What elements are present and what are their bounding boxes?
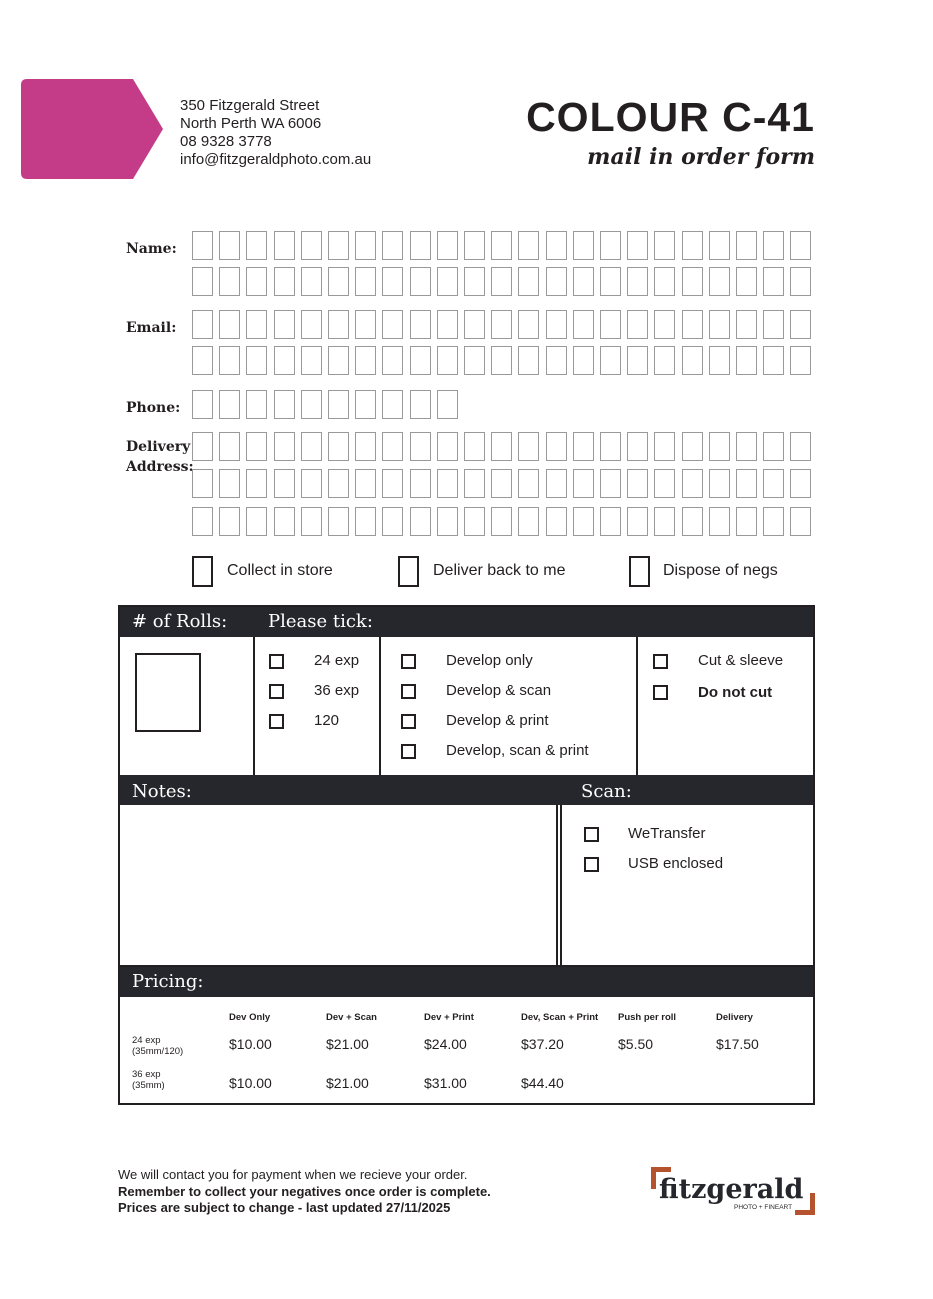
char-box[interactable]	[328, 267, 349, 296]
pricing-header: Pricing:	[132, 971, 204, 992]
char-box[interactable]	[192, 469, 213, 498]
char-box[interactable]	[736, 507, 757, 536]
dispose-negs-checkbox[interactable]	[629, 556, 650, 587]
char-box[interactable]	[274, 310, 295, 339]
develop-scan-print-checkbox[interactable]	[401, 744, 416, 759]
char-box[interactable]	[246, 346, 267, 375]
char-box[interactable]	[410, 346, 431, 375]
char-box[interactable]	[709, 432, 730, 461]
collect-in-store-label: Collect in store	[227, 562, 333, 579]
pricing-row-label	[132, 1035, 183, 1057]
char-box[interactable]	[682, 231, 703, 260]
char-box[interactable]	[790, 231, 811, 260]
char-box[interactable]	[518, 231, 539, 260]
char-box[interactable]	[573, 231, 594, 260]
char-box[interactable]	[654, 432, 675, 461]
char-box[interactable]	[654, 231, 675, 260]
develop-only-checkbox[interactable]	[401, 654, 416, 669]
pricing-row-label-line1: 24 exp	[132, 1035, 161, 1046]
char-box[interactable]	[437, 507, 458, 536]
char-box[interactable]	[382, 469, 403, 498]
divider	[560, 805, 562, 965]
develop-print-checkbox[interactable]	[401, 714, 416, 729]
char-box[interactable]	[790, 346, 811, 375]
char-box[interactable]	[600, 469, 621, 498]
char-box[interactable]	[518, 507, 539, 536]
tick-header: Please tick:	[268, 611, 373, 632]
char-box[interactable]	[736, 310, 757, 339]
char-box[interactable]	[763, 346, 784, 375]
pricing-row-label-line2: (35mm/120)	[132, 1046, 184, 1057]
pricing-col-header: Delivery	[716, 1012, 753, 1023]
char-box[interactable]	[491, 432, 512, 461]
char-box[interactable]	[709, 267, 730, 296]
address-block	[180, 97, 371, 169]
char-box[interactable]	[246, 231, 267, 260]
char-box[interactable]	[682, 432, 703, 461]
char-box[interactable]	[464, 231, 485, 260]
dispose-negs-label: Dispose of negs	[663, 562, 778, 579]
char-box[interactable]	[274, 469, 295, 498]
char-box[interactable]	[763, 469, 784, 498]
price-cell: $10.00	[229, 1075, 272, 1091]
char-box[interactable]	[682, 507, 703, 536]
char-box[interactable]	[491, 310, 512, 339]
char-box[interactable]	[382, 231, 403, 260]
char-box[interactable]	[410, 507, 431, 536]
char-box[interactable]	[219, 310, 240, 339]
phone-label: Phone:	[126, 400, 181, 416]
usb-enclosed-label: USB enclosed	[628, 855, 724, 872]
price-cell: $31.00	[424, 1075, 467, 1091]
format-120-label: 120	[314, 712, 340, 729]
exp-36-checkbox[interactable]	[269, 684, 284, 699]
char-box[interactable]	[464, 432, 485, 461]
price-cell: $17.50	[716, 1036, 759, 1052]
char-box[interactable]	[355, 390, 376, 419]
address-suburb: North Perth WA 6006	[180, 115, 322, 132]
name-label: Name:	[126, 241, 177, 257]
deliver-back-label: Deliver back to me	[433, 562, 566, 579]
char-box[interactable]	[301, 310, 322, 339]
develop-scan-checkbox[interactable]	[401, 684, 416, 699]
char-box[interactable]	[301, 390, 322, 419]
do-not-cut-checkbox[interactable]	[653, 685, 668, 700]
char-box[interactable]	[219, 469, 240, 498]
char-box[interactable]	[709, 507, 730, 536]
char-box[interactable]	[355, 432, 376, 461]
pricing-col-header: Dev, Scan + Print	[521, 1012, 599, 1023]
divider	[379, 637, 381, 777]
char-box[interactable]	[518, 267, 539, 296]
pricing-col-header: Dev Only	[229, 1012, 271, 1023]
char-box[interactable]	[736, 346, 757, 375]
char-box[interactable]	[382, 390, 403, 419]
char-box[interactable]	[709, 231, 730, 260]
char-box[interactable]	[464, 310, 485, 339]
char-box[interactable]	[382, 310, 403, 339]
char-box[interactable]	[410, 231, 431, 260]
char-box[interactable]	[518, 432, 539, 461]
svg-text:fitzgerald: fitzgerald	[659, 1174, 804, 1205]
char-box[interactable]	[355, 267, 376, 296]
char-box[interactable]	[654, 507, 675, 536]
char-box[interactable]	[546, 310, 567, 339]
char-box[interactable]	[518, 310, 539, 339]
char-box[interactable]	[382, 432, 403, 461]
pricing-panel	[118, 965, 815, 1105]
char-box[interactable]	[192, 432, 213, 461]
page-subtitle: mail in order form	[587, 144, 815, 170]
exp-24-label: 24 exp	[314, 652, 360, 669]
char-box[interactable]	[246, 507, 267, 536]
char-box[interactable]	[192, 310, 213, 339]
char-box[interactable]	[437, 231, 458, 260]
char-box[interactable]	[219, 432, 240, 461]
char-box[interactable]	[654, 469, 675, 498]
char-box[interactable]	[328, 346, 349, 375]
page-title: COLOUR C-41	[526, 94, 815, 140]
divider	[636, 637, 638, 777]
collect-in-store-checkbox[interactable]	[192, 556, 213, 587]
char-box[interactable]	[274, 432, 295, 461]
char-box[interactable]	[600, 346, 621, 375]
char-box[interactable]	[382, 267, 403, 296]
char-box[interactable]	[355, 469, 376, 498]
char-box[interactable]	[709, 469, 730, 498]
char-box[interactable]	[328, 310, 349, 339]
char-box[interactable]	[274, 390, 295, 419]
char-box[interactable]	[573, 310, 594, 339]
char-box[interactable]	[464, 267, 485, 296]
char-box[interactable]	[763, 267, 784, 296]
char-box[interactable]	[491, 231, 512, 260]
char-box[interactable]	[573, 507, 594, 536]
char-box[interactable]	[382, 507, 403, 536]
char-box[interactable]	[410, 469, 431, 498]
char-box[interactable]	[301, 432, 322, 461]
char-box[interactable]	[246, 267, 267, 296]
char-box[interactable]	[573, 267, 594, 296]
char-box[interactable]	[600, 507, 621, 536]
char-box[interactable]	[328, 231, 349, 260]
char-box[interactable]	[682, 469, 703, 498]
email-label: Email:	[126, 320, 177, 336]
char-box[interactable]	[682, 267, 703, 296]
char-box[interactable]	[410, 390, 431, 419]
char-box[interactable]	[192, 390, 213, 419]
char-box[interactable]	[355, 346, 376, 375]
char-box[interactable]	[790, 267, 811, 296]
notes-header: Notes:	[132, 781, 192, 802]
char-box[interactable]	[546, 267, 567, 296]
char-box[interactable]	[192, 267, 213, 296]
price-cell: $44.40	[521, 1075, 564, 1091]
char-box[interactable]	[274, 267, 295, 296]
char-box[interactable]	[464, 346, 485, 375]
usb-enclosed-checkbox[interactable]	[584, 857, 599, 872]
brand-tag-shape	[21, 79, 164, 179]
address-street: 350 Fitzgerald Street	[180, 97, 320, 114]
char-box[interactable]	[627, 346, 648, 375]
pricing-row-label-line1: 36 exp	[132, 1069, 161, 1080]
char-box[interactable]	[546, 346, 567, 375]
char-box[interactable]	[301, 469, 322, 498]
notes-header-bar	[120, 775, 813, 805]
rolls-header: # of Rolls:	[132, 611, 228, 632]
char-box[interactable]	[627, 507, 648, 536]
char-box[interactable]	[573, 346, 594, 375]
do-not-cut-label: Do not cut	[698, 684, 773, 701]
char-box[interactable]	[600, 267, 621, 296]
char-box[interactable]	[518, 469, 539, 498]
char-box[interactable]	[491, 469, 512, 498]
pricing-header-bar	[120, 967, 813, 997]
char-box[interactable]	[763, 310, 784, 339]
char-box[interactable]	[763, 432, 784, 461]
char-box[interactable]	[355, 231, 376, 260]
delivery-label	[126, 437, 194, 477]
char-box[interactable]	[274, 507, 295, 536]
pricing-col-header: Dev + Scan	[326, 1012, 377, 1023]
char-box[interactable]	[573, 469, 594, 498]
pricing-row-label	[132, 1069, 165, 1091]
char-box[interactable]	[627, 432, 648, 461]
char-box[interactable]	[246, 310, 267, 339]
price-cell: $37.20	[521, 1036, 564, 1052]
char-box[interactable]	[219, 507, 240, 536]
char-box[interactable]	[410, 432, 431, 461]
char-box[interactable]	[709, 346, 730, 375]
char-box[interactable]	[355, 507, 376, 536]
char-box[interactable]	[328, 390, 349, 419]
char-box[interactable]	[763, 231, 784, 260]
divider	[253, 637, 255, 777]
cut-sleeve-label: Cut & sleeve	[698, 652, 784, 669]
char-box[interactable]	[410, 267, 431, 296]
char-box[interactable]	[682, 346, 703, 375]
order-panel	[118, 605, 815, 777]
char-box[interactable]	[301, 507, 322, 536]
price-cell: $21.00	[326, 1036, 369, 1052]
char-box[interactable]	[192, 231, 213, 260]
footer-notes	[118, 1167, 491, 1217]
char-box[interactable]	[736, 469, 757, 498]
char-box[interactable]	[573, 432, 594, 461]
char-box[interactable]	[546, 231, 567, 260]
char-box[interactable]	[301, 346, 322, 375]
char-box[interactable]	[192, 507, 213, 536]
format-120-checkbox[interactable]	[269, 714, 284, 729]
char-box[interactable]	[437, 390, 458, 419]
char-box[interactable]	[736, 267, 757, 296]
char-box[interactable]	[627, 310, 648, 339]
address-email[interactable]: info@fitzgeraldphoto.com.au	[180, 151, 372, 168]
char-box[interactable]	[192, 346, 213, 375]
char-box[interactable]	[546, 469, 567, 498]
address-phone: 08 9328 3778	[180, 133, 272, 150]
char-box[interactable]	[219, 231, 240, 260]
char-box[interactable]	[627, 267, 648, 296]
footer-line-2: Remember to collect your negatives once order is complete.	[118, 1183, 491, 1199]
char-box[interactable]	[410, 310, 431, 339]
price-cell: $10.00	[229, 1036, 272, 1052]
char-box[interactable]	[654, 346, 675, 375]
char-box[interactable]	[437, 346, 458, 375]
exp-36-label: 36 exp	[314, 682, 360, 699]
notes-area[interactable]	[124, 809, 550, 959]
footer-line-1: We will contact you for payment when we recieve your order.	[118, 1167, 468, 1182]
develop-scan-label: Develop & scan	[446, 682, 552, 699]
wetransfer-label: WeTransfer	[628, 825, 706, 842]
exp-24-checkbox[interactable]	[269, 654, 284, 669]
wetransfer-checkbox[interactable]	[584, 827, 599, 842]
char-box[interactable]	[246, 469, 267, 498]
char-box[interactable]	[654, 267, 675, 296]
char-box[interactable]	[274, 231, 295, 260]
char-box[interactable]	[274, 346, 295, 375]
char-box[interactable]	[328, 432, 349, 461]
delivery-label-line2: Address:	[126, 459, 194, 475]
char-box[interactable]	[437, 267, 458, 296]
char-box[interactable]	[355, 310, 376, 339]
char-box[interactable]	[627, 231, 648, 260]
develop-print-label: Develop & print	[446, 712, 549, 729]
scan-header: Scan:	[581, 781, 632, 802]
char-box[interactable]	[790, 310, 811, 339]
char-box[interactable]	[654, 310, 675, 339]
char-box[interactable]	[790, 507, 811, 536]
char-box[interactable]	[219, 267, 240, 296]
pricing-row-label-line2: (35mm)	[132, 1080, 165, 1091]
char-box[interactable]	[464, 507, 485, 536]
char-box[interactable]	[491, 267, 512, 296]
char-box[interactable]	[219, 346, 240, 375]
char-box[interactable]	[600, 310, 621, 339]
char-box[interactable]	[790, 432, 811, 461]
char-box[interactable]	[736, 231, 757, 260]
deliver-back-checkbox[interactable]	[398, 556, 419, 587]
price-cell: $24.00	[424, 1036, 467, 1052]
char-box[interactable]	[464, 469, 485, 498]
pricing-col-header: Push per roll	[618, 1012, 677, 1023]
char-box[interactable]	[246, 390, 267, 419]
char-box[interactable]	[301, 267, 322, 296]
fitzgerald-logo	[649, 1165, 817, 1217]
char-box[interactable]	[763, 507, 784, 536]
char-box[interactable]	[627, 469, 648, 498]
rolls-count-box[interactable]	[135, 653, 201, 732]
svg-text:PHOTO + FINEART: PHOTO + FINEART	[734, 1204, 793, 1211]
develop-only-label: Develop only	[446, 652, 533, 669]
char-box[interactable]	[437, 469, 458, 498]
char-box[interactable]	[682, 310, 703, 339]
char-box[interactable]	[437, 310, 458, 339]
char-box[interactable]	[328, 507, 349, 536]
char-box[interactable]	[382, 346, 403, 375]
char-box[interactable]	[600, 231, 621, 260]
notes-scan-panel	[118, 775, 815, 967]
char-box[interactable]	[246, 432, 267, 461]
char-box[interactable]	[491, 346, 512, 375]
char-box[interactable]	[491, 507, 512, 536]
pricing-col-header: Dev + Print	[424, 1012, 474, 1023]
char-box[interactable]	[546, 432, 567, 461]
footer-line-3: Prices are subject to change - last updated 27/11/2025	[118, 1200, 451, 1215]
delivery-label-line1: Delivery	[126, 439, 191, 455]
cut-sleeve-checkbox[interactable]	[653, 654, 668, 669]
char-box[interactable]	[736, 432, 757, 461]
char-box[interactable]	[219, 390, 240, 419]
char-box[interactable]	[437, 432, 458, 461]
char-box[interactable]	[301, 231, 322, 260]
char-box[interactable]	[790, 469, 811, 498]
char-box[interactable]	[546, 507, 567, 536]
char-box[interactable]	[709, 310, 730, 339]
develop-scan-print-label: Develop, scan & print	[446, 742, 589, 759]
char-box[interactable]	[600, 432, 621, 461]
char-box[interactable]	[518, 346, 539, 375]
price-cell: $5.50	[618, 1036, 654, 1052]
char-box[interactable]	[328, 469, 349, 498]
price-cell: $21.00	[326, 1075, 369, 1091]
